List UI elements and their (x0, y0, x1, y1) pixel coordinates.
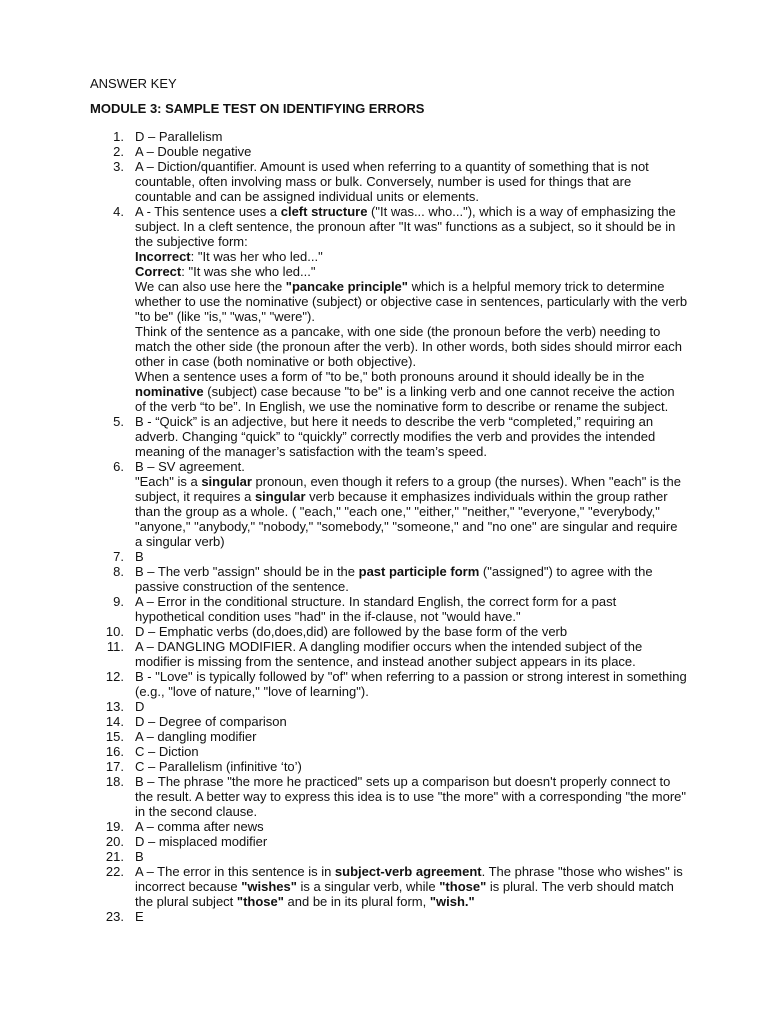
cleft-explanation: A - This sentence uses a cleft structure ("It was... who..."), which is a way of emphasizing the subject. In a cleft sentence, the pronoun after "It was" functions as a subject, so it should be in the subjective form: (135, 204, 676, 249)
answer-text: A – Diction/quantifier. Amount is used when referring to a quantity of something that is not countable, often involving mass or bulk. Conversely, number is used for things that are countable and can be assigned individual units or elements. (135, 159, 649, 204)
answer-number: 2. (113, 144, 124, 159)
answer-item (90, 699, 688, 714)
answer-item (90, 834, 688, 849)
answer-number: 8. (113, 564, 124, 579)
answer-number: 5. (113, 414, 124, 429)
answer-text: B (135, 549, 144, 564)
answer-item (90, 459, 688, 549)
answer-text: A – Double negative (135, 144, 252, 159)
answer-list (90, 129, 688, 924)
answer-item (90, 594, 688, 624)
incorrect-label: Incorrect (135, 249, 191, 264)
sv-agreement-label: B – SV agreement. (135, 459, 245, 474)
answer-number: 12. (105, 669, 124, 684)
answer-number: 19. (105, 819, 124, 834)
answer-text: B – The verb "assign" should be in the past participle form ("assigned") to agree with the passive construction of the sentence. (135, 564, 653, 594)
answer-text: A – comma after news (135, 819, 264, 834)
answer-number: 10. (105, 624, 124, 639)
answer-number: 1. (113, 129, 124, 144)
answer-item (90, 744, 688, 759)
answer-number: 17. (105, 759, 124, 774)
answer-number: 3. (113, 159, 124, 174)
module-heading: MODULE 3: SAMPLE TEST ON IDENTIFYING ERRORS (90, 101, 425, 116)
cleft-structure-term: cleft structure (280, 204, 368, 219)
answer-text: A – The error in this sentence is in subject-verb agreement. The phrase "those who wishes" is incorrect because "wishes" is a singular verb, while "those" is plural. The verb should match the plural subject "those" and be in its plural form, "wish." (135, 864, 683, 909)
answer-item (90, 564, 688, 594)
answer-item (90, 849, 688, 864)
answer-number: 18. (105, 774, 124, 789)
answer-text: D – Degree of comparison (135, 714, 287, 729)
answer-number: 20. (105, 834, 124, 849)
answer-number: 13. (105, 699, 124, 714)
answer-number: 11. (106, 639, 124, 654)
answer-number: 15. (105, 729, 124, 744)
answer-text: D (135, 699, 145, 714)
answer-number: 6. (113, 459, 124, 474)
answer-item (90, 549, 688, 564)
answer-item (90, 639, 688, 669)
answer-number: 14. (105, 714, 124, 729)
answer-item (90, 714, 688, 729)
answer-text: D – Emphatic verbs (do,does,did) are followed by the base form of the verb (135, 624, 568, 639)
pancake-analogy-paragraph: Think of the sentence as a pancake, with one side (the pronoun before the verb) needing to match the other side (the pronoun after the verb). In other words, both sides should mirror each other in case (both nominative or both objective). (135, 324, 683, 369)
answer-text: D – Parallelism (135, 129, 223, 144)
answer-text: A – Error in the conditional structure. In standard English, the correct form for a past hypothetical condition uses "had" in the if-clause, not "would have." (135, 594, 617, 624)
answer-number: 21. (105, 849, 124, 864)
answer-number: 9. (113, 594, 124, 609)
answer-item (90, 159, 688, 204)
answer-number: 16. (105, 744, 124, 759)
answer-item (90, 129, 688, 144)
answer-number: 7. (113, 549, 124, 564)
each-explanation: "Each" is a singular pronoun, even though it refers to a group (the nurses). When "each" is the subject, it requires a singular verb because it emphasizes individuals within the group rather than the group as a whole. ( "each," "each one," "either," "neither," "everyone," "everybody," "anyone," "anybody," "nobody," "somebody," "someone," and "no one" are singular and require a singular verb) (135, 474, 681, 549)
answer-text: C – Parallelism (infinitive ‘to’) (135, 759, 302, 774)
answer-item (90, 759, 688, 774)
answer-item (90, 819, 688, 834)
answer-item (90, 864, 688, 909)
answer-item (90, 624, 688, 639)
answer-text: B – The phrase "the more he practiced" sets up a comparison but doesn't properly connect to the result. A better way to express this idea is to use "the more" with a corresponding "the more" in the second clause. (135, 774, 687, 819)
pancake-principle-term: "pancake principle" (285, 279, 408, 294)
document-title: ANSWER KEY (90, 76, 177, 91)
answer-text: B - “Quick” is an adjective, but here it needs to describe the verb “completed,” requiring an adverb. Changing “quick” to “quickly” correctly modifies the verb and provides the intended meaning of the manager’s satisfaction with the team’s speed. (135, 414, 656, 459)
answer-item (90, 144, 688, 159)
pancake-principle-paragraph: We can also use here the "pancake principle" which is a helpful memory trick to determine whether to use the nominative (subject) or objective case in sentences, particularly with the verb "to be" (like "is," "was," "were"). (135, 279, 688, 324)
answer-text: A – dangling modifier (135, 729, 257, 744)
answer-text: D – misplaced modifier (135, 834, 268, 849)
answer-item (90, 669, 688, 699)
answer-item (90, 909, 688, 924)
answer-text: A – DANGLING MODIFIER. A dangling modifier occurs when the intended subject of the modifier is missing from the sentence, and instead another subject appears in its place. (135, 639, 643, 669)
correct-example: Correct: "It was she who led..." (135, 264, 316, 279)
answer-text (135, 204, 688, 414)
incorrect-example: Incorrect: "It was her who led..." (135, 249, 323, 264)
answer-text (135, 459, 688, 549)
answer-number: 4. (113, 204, 124, 219)
answer-number: 23. (105, 909, 124, 924)
answer-item (90, 204, 688, 414)
nominative-term: nominative (135, 384, 204, 399)
answer-text: E (135, 909, 144, 924)
correct-label: Correct (135, 264, 182, 279)
answer-number: 22. (105, 864, 124, 879)
answer-item (90, 774, 688, 819)
nominative-paragraph: When a sentence uses a form of "to be," both pronouns around it should ideally be in the nominative (subject) case because "to be" is a linking verb and one cannot receive the action of the verb “to be”. In English, we use the nominative form to describe or rename the subject. (135, 369, 675, 414)
answer-text: C – Diction (135, 744, 199, 759)
answer-text: B - "Love" is typically followed by "of" when referring to a passion or strong interest in something (e.g., "love of nature," "love of learning"). (135, 669, 687, 699)
answer-item (90, 414, 688, 459)
answer-item (90, 729, 688, 744)
answer-text: B (135, 849, 144, 864)
